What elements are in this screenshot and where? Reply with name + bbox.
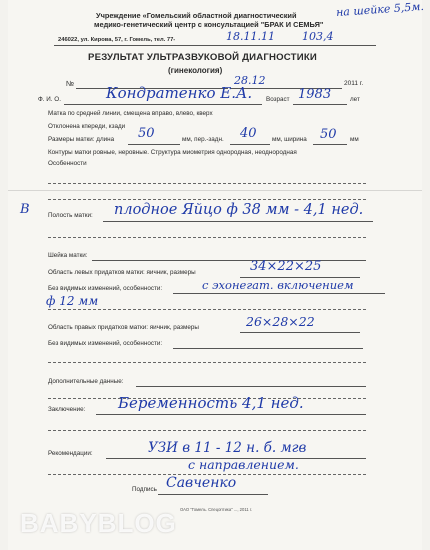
watermark-logo: BABYBLOG	[20, 508, 177, 538]
conclusion-value: Беременность 4,1 нед.	[118, 394, 304, 412]
contours-text: Контуры матки ровные, неровные. Структура миометрия однородная, неоднородная	[48, 149, 297, 156]
uterus-position: Матка по средней линии, смещена вправо, влево, кверх	[48, 110, 213, 117]
report-title: РЕЗУЛЬТАТ УЛЬТРАЗВУКОВОЙ ДИАГНОСТИКИ	[88, 52, 317, 63]
fio-line	[64, 104, 262, 105]
blank-line	[48, 237, 366, 238]
recommendations-value: УЗИ в 11 - 12 н. б. мгв	[148, 440, 307, 456]
blank-line	[48, 362, 366, 363]
cavity-value: плодное Яйцо ф 38 мм - 4,1 нед.	[114, 202, 364, 218]
left-features-line	[173, 293, 385, 294]
blank-line	[48, 183, 366, 184]
age-value: 1983	[298, 87, 332, 102]
right-adnexa-value: 26×28×22	[246, 314, 315, 329]
handwritten-code: 103,4	[302, 30, 334, 43]
report-subtitle: (гинекология)	[168, 66, 223, 75]
right-no-changes: Без видимых изменений, особенности:	[48, 340, 163, 347]
additional-label: Дополнительные данные:	[48, 378, 124, 385]
ap-line	[230, 144, 270, 145]
paper-fold	[8, 190, 422, 191]
left-adnexa-value: 34×22×25	[250, 259, 322, 274]
blank-line	[48, 309, 366, 310]
number-label: №	[66, 79, 75, 88]
right-adnexa-line	[240, 332, 360, 333]
handwritten-date: 18.11.11	[226, 30, 275, 43]
header-rule	[54, 45, 376, 46]
ultrasound-report-form	[8, 0, 425, 550]
features-label: Особенности	[48, 160, 87, 167]
left-features-value: с эхонегат. включением	[202, 278, 354, 292]
fio-value: Кондратенко Е.А.	[106, 84, 253, 102]
right-features-line	[173, 348, 363, 349]
mm-label-1: мм, пер.-задн.	[182, 136, 224, 143]
year-suffix: 2011 г.	[344, 80, 364, 87]
blank-line	[48, 199, 366, 200]
additional-line	[136, 386, 366, 387]
conclusion-label: Заключение:	[48, 406, 86, 413]
cavity-label: Полость матки:	[48, 212, 93, 219]
handwritten-note-top: на шейке 5,5м.	[335, 0, 425, 20]
size-label: Размеры матки: длина	[48, 136, 115, 143]
date-value: 28.12	[234, 74, 266, 87]
ap-value: 40	[240, 126, 257, 141]
institution-line-2: медико-генетический центр с консультацией "БРАК И СЕМЬЯ"	[94, 20, 324, 29]
width-value: 50	[320, 127, 337, 142]
cervix-label: Шейка матки:	[48, 252, 88, 259]
recommendations-value-2: с направлением.	[188, 457, 299, 472]
left-features-value-2: ф 12 мм	[46, 294, 99, 308]
age-label: Возраст	[266, 96, 290, 103]
institution-line-1: Учреждение «Гомельский областной диагностический	[96, 11, 297, 20]
width-line	[313, 144, 347, 145]
signature-label: Подпись	[132, 486, 157, 493]
conclusion-line	[96, 414, 366, 415]
cavity-line	[103, 221, 373, 222]
uterus-deviation: Отклонена кпереди, кзади	[48, 123, 126, 130]
right-adnexa-label: Область правых придатков матки: яичник, размеры	[48, 324, 199, 331]
length-value: 50	[138, 126, 155, 141]
fio-label: Ф. И. О.	[38, 96, 61, 103]
institution-address: 246022, ул. Кирова, 57, г. Гомель, тел. 77-	[58, 37, 176, 43]
recommendations-label: Рекомендации:	[48, 450, 93, 457]
signature-value: Савченко	[166, 475, 237, 491]
blank-line	[48, 430, 366, 431]
age-line	[293, 104, 347, 105]
age-unit: лет	[350, 96, 360, 103]
print-footer: ОАО "Гомель. Спецоптика" ..., 2011 г.	[180, 507, 253, 512]
cervix-line	[92, 260, 366, 261]
left-adnexa-label: Область левых придатков матки: яичник, размеры	[48, 269, 196, 276]
left-no-changes: Без видимых изменений, особенности:	[48, 285, 163, 292]
length-line	[128, 144, 180, 145]
margin-mark: В	[20, 202, 30, 217]
mm-label-2: мм, ширина	[272, 136, 307, 143]
mm-label-3: мм	[350, 136, 359, 143]
signature-line	[158, 494, 268, 495]
